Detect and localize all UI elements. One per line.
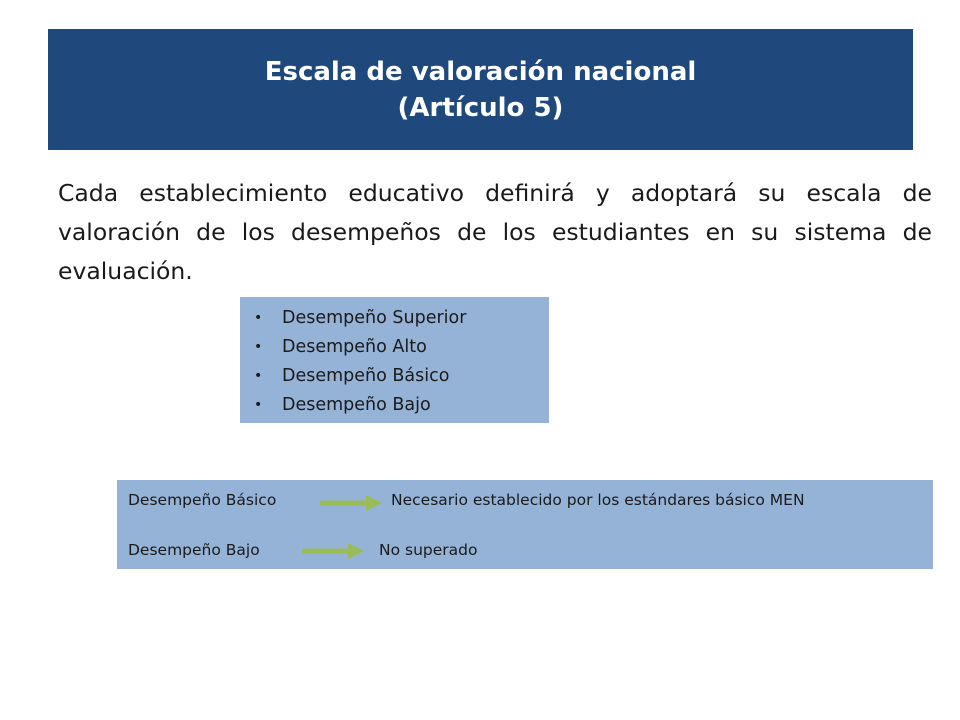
meaning-level-basico: Desempeño Básico	[128, 491, 277, 509]
list-item	[254, 333, 549, 362]
level-label: Desempeño Superior	[282, 308, 467, 328]
list-item	[254, 391, 549, 420]
meaning-description-bajo: No superado	[379, 541, 478, 559]
level-label: Desempeño Alto	[282, 337, 427, 357]
list-item	[254, 304, 549, 333]
level-label: Desempeño Básico	[282, 366, 450, 386]
levels-list	[240, 297, 549, 423]
slide-title-bar	[48, 29, 913, 150]
slide-title: Escala de valoración nacional	[264, 57, 697, 87]
bullet-icon: •	[254, 397, 263, 413]
meaning-description-basico: Necesario establecido por los estándares básico MEN	[391, 491, 805, 509]
bullet-icon: •	[254, 339, 263, 355]
bullet-icon: •	[254, 310, 263, 326]
right-arrow-icon	[302, 541, 366, 561]
level-meaning-box	[117, 480, 933, 569]
meaning-level-bajo: Desempeño Bajo	[128, 541, 260, 559]
list-item	[254, 362, 549, 391]
bullet-icon: •	[254, 368, 263, 384]
slide-subtitle: (Artículo 5)	[397, 93, 564, 123]
right-arrow-icon	[320, 493, 384, 513]
intro-paragraph: Cada establecimiento educativo definirá y adoptará su escala de valoración de los desempeños de los estudiantes en su sistema de evaluación.	[58, 179, 932, 285]
level-label: Desempeño Bajo	[282, 395, 431, 415]
